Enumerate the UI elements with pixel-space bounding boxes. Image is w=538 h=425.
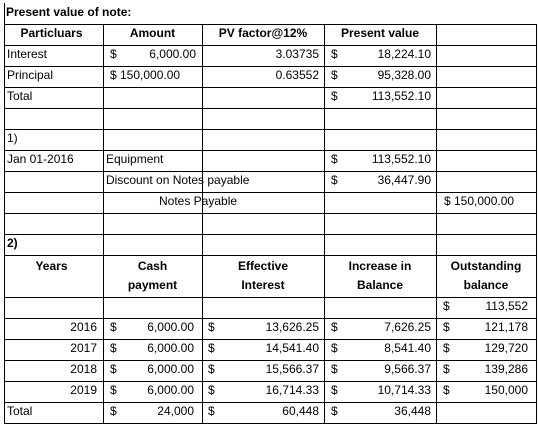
pv-title: Present value of note: [6,5,132,19]
schedule-increase-currency: $ [331,320,338,334]
schedule-opening-currency: $ [443,299,450,313]
pv-header-present-value: Present value [340,26,420,40]
schedule-header-cash: payment [127,278,178,292]
schedule-number: 2) [7,236,18,250]
schedule-year: 2019 [70,383,97,397]
schedule-cash: 6,000.00 [147,320,194,334]
schedule-balance-currency: $ [443,320,450,334]
grid-line [4,87,536,88]
schedule-balance: 121,178 [484,320,528,334]
pv-row-amount: 6,000.00 [149,47,196,61]
schedule-interest-currency: $ [208,341,215,355]
schedule-cash-currency: $ [110,362,117,376]
schedule-balance: 129,720 [484,341,528,355]
schedule-interest: 16,714.33 [265,383,319,397]
pv-row-amount-currency: $ [110,47,117,61]
grid-line [4,171,536,172]
grid-line [4,108,536,109]
schedule-interest: 14,541.40 [265,341,319,355]
grid-line [4,213,536,214]
pv-total-label: Total [7,89,33,103]
schedule-year: 2018 [70,362,97,376]
grid-line [4,255,536,256]
schedule-total-interest-currency: $ [208,404,215,418]
pv-row-currency: $ [331,68,338,82]
grid-line [4,3,5,24]
grid-line [4,360,536,361]
schedule-total-increase-currency: $ [331,404,338,418]
pv-header-factor: PV factor@12% [218,26,308,40]
pv-row-label: Principal [7,68,54,82]
schedule-year: 2016 [70,320,97,334]
grid-line [103,24,104,424]
pv-header-amount: Amount [129,26,176,40]
schedule-balance-currency: $ [443,341,450,355]
schedule-cash-currency: $ [110,341,117,355]
schedule-header-outstanding: balance [463,278,509,292]
schedule-header-increase: Balance [356,278,404,292]
journal-debit: 113,552.10 [371,152,431,166]
schedule-increase: 10,714.33 [377,383,431,397]
grid-line [4,381,536,382]
grid-line [324,24,325,424]
schedule-header-increase: Increase in [348,259,412,273]
pv-row-currency: $ [331,47,338,61]
schedule-interest: 15,566.37 [265,362,319,376]
grid-line [536,24,537,424]
schedule-balance-currency: $ [443,383,450,397]
grid-line [4,423,536,424]
schedule-increase: 7,626.25 [384,320,431,334]
grid-line [202,24,203,424]
schedule-total-interest: 60,448 [282,404,319,418]
schedule-header-interest: Interest [241,278,285,292]
schedule-interest-currency: $ [208,383,215,397]
pv-row-label: Interest [7,47,48,61]
schedule-header-interest: Effective [237,259,289,273]
schedule-total-cash-currency: $ [110,404,117,418]
grid-line [436,24,437,424]
grid-line [4,66,536,67]
pv-total-currency: $ [331,89,338,103]
schedule-balance: 139,286 [484,362,528,376]
grid-line [4,45,536,46]
journal-number: 1) [7,131,18,145]
schedule-increase-currency: $ [331,362,338,376]
pv-row-value: 95,328.00 [377,68,431,82]
grid-line [4,234,536,235]
journal-debit-currency: $ [331,152,338,166]
schedule-increase: 9,566.37 [384,362,431,376]
grid-line [4,129,536,130]
grid-line [4,24,536,25]
journal-account: Equipment [106,152,164,166]
schedule-cash: 6,000.00 [147,383,194,397]
journal-credit: $ 150,000.00 [444,194,515,208]
grid-line [4,402,536,403]
grid-line [4,318,536,319]
grid-line [4,297,536,298]
schedule-balance-currency: $ [443,362,450,376]
schedule-header-cash: Cash [137,259,168,273]
pv-total-value: 113,552.10 [371,89,431,103]
schedule-cash: 6,000.00 [147,341,194,355]
schedule-header-outstanding: Outstanding [450,259,522,273]
schedule-interest-currency: $ [208,320,215,334]
pv-row-factor: 0.63552 [275,68,319,82]
grid-line [4,150,536,151]
schedule-increase-currency: $ [331,383,338,397]
schedule-year: 2017 [70,341,97,355]
schedule-total-cash: 24,000 [157,404,194,418]
schedule-interest-currency: $ [208,362,215,376]
pv-header-particulars: Particluars [20,26,83,40]
journal-account: Discount on Notes payable [106,173,250,187]
grid-line [4,192,536,193]
schedule-increase-currency: $ [331,341,338,355]
schedule-total-increase: 36,448 [394,404,431,418]
journal-debit: 36,447.90 [377,173,431,187]
schedule-balance: 150,000 [484,383,528,397]
schedule-cash-currency: $ [110,320,117,334]
schedule-increase: 8,541.40 [384,341,431,355]
pv-row-factor: 3.03735 [275,47,319,61]
pv-row-amount: $ 150,000.00 [110,68,181,82]
grid-line [4,339,536,340]
schedule-total-label: Total [7,404,33,418]
journal-date: Jan 01-2016 [7,152,74,166]
schedule-interest: 13,626.25 [265,320,319,334]
journal-debit-currency: $ [331,173,338,187]
schedule-cash-currency: $ [110,383,117,397]
pv-row-value: 18,224.10 [377,47,431,61]
schedule-cash: 6,000.00 [147,362,194,376]
schedule-opening-balance: 113,552 [485,299,528,313]
schedule-header-years: Years [35,259,68,273]
journal-account: Notes Payable [159,194,238,208]
